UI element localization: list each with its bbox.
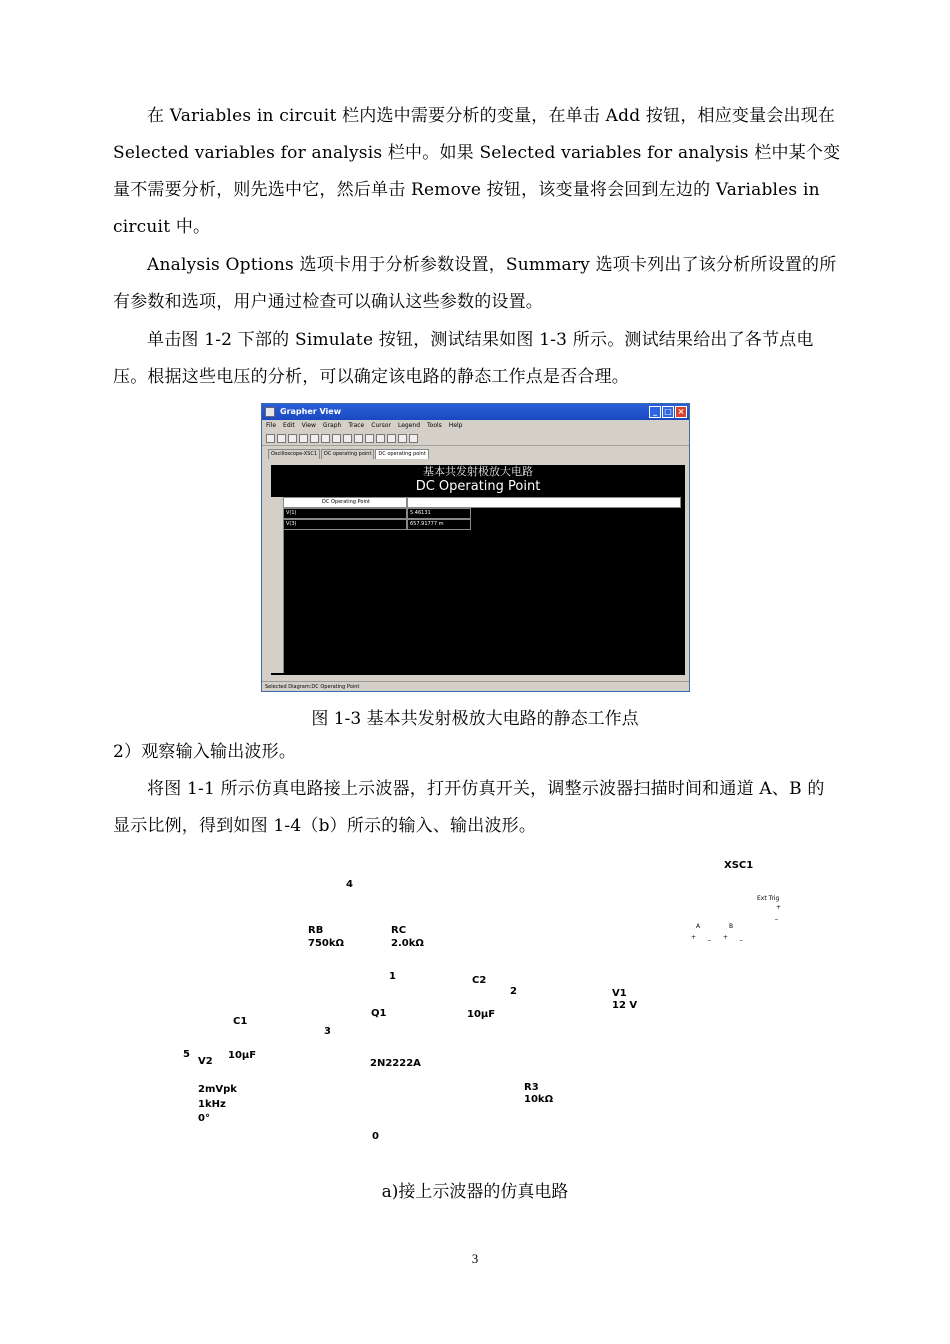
grid-icon[interactable]	[332, 434, 341, 443]
zoom-in-icon[interactable]	[365, 434, 374, 443]
save-icon[interactable]	[277, 434, 286, 443]
node-0-label: 0	[372, 1131, 379, 1142]
paragraph-analysis-options: Analysis Options 选项卡用于分析参数设置，Summary 选项卡列出了该分析所设置的所有参数和选项，用户通过检查可以确认这些参数的设置。	[113, 255, 837, 312]
menu-view[interactable]: View	[301, 422, 316, 429]
ext-trig-label: Ext Trig	[757, 895, 780, 902]
toolbar	[262, 432, 689, 446]
row-variable: V(1)	[283, 508, 407, 519]
page-number: 3	[471, 1251, 479, 1266]
figure-caption-1-4a: a)接上示波器的仿真电路	[381, 1182, 569, 1202]
status-bar: Selected Diagram:DC Operating Point	[262, 681, 689, 691]
row-value: 5.46131	[407, 508, 471, 519]
c2-name: C2	[472, 975, 487, 986]
tab-oscilloscope[interactable]: Oscilloscope-XSC1	[268, 449, 320, 459]
window-title: Grapher View	[280, 407, 342, 416]
app-icon	[265, 407, 275, 417]
tab-dc-operating-point-2[interactable]: DC operating point	[375, 449, 428, 459]
channel-terminals: + _ + _	[691, 934, 748, 941]
text-icon[interactable]	[398, 434, 407, 443]
v2-frequency: 1kHz	[198, 1099, 226, 1110]
table-header: DC Operating Point	[283, 497, 407, 508]
figure-caption-1-3: 图 1-3 基本共发射极放大电路的静态工作点	[311, 709, 639, 729]
menu-trace[interactable]: Trace	[348, 422, 365, 429]
r3-name: R3	[524, 1082, 539, 1093]
grapher-view-window	[261, 403, 690, 692]
section-title: 2）观察输入输出波形。	[113, 742, 297, 762]
table-row[interactable]	[271, 508, 681, 519]
menu-legend[interactable]: Legend	[397, 422, 421, 429]
menu-graph[interactable]: Graph	[322, 422, 342, 429]
rb-value: 750kΩ	[308, 938, 345, 949]
graph-canvas	[271, 465, 685, 675]
ext-trig-plus: +	[776, 904, 782, 911]
paragraph-simulate: 单击图 1-2 下部的 Simulate 按钮，测试结果如图 1-3 所示。测试结果给出了各节点电压。根据这些电压的分析，可以确定该电路的静态工作点是否合理。	[113, 330, 814, 387]
channel-b-label: B	[729, 923, 734, 930]
open-icon[interactable]	[266, 434, 275, 443]
node-1-label: 1	[389, 971, 396, 982]
menu-help[interactable]: Help	[448, 422, 463, 429]
menu-edit[interactable]: Edit	[283, 422, 295, 429]
node-5-label: 5	[183, 1049, 190, 1060]
paragraph-oscilloscope: 将图 1-1 所示仿真电路接上示波器，打开仿真开关，调整示波器扫描时间和通道 A、B 的显示比例，得到如图 1-4（b）所示的输入、输出波形。	[113, 779, 825, 836]
menu-file[interactable]: File	[266, 422, 277, 429]
undo-icon[interactable]	[288, 434, 297, 443]
rc-value: 2.0kΩ	[391, 938, 424, 949]
node-4-label: 4	[346, 879, 353, 890]
menu-cursor[interactable]: Cursor	[371, 422, 391, 429]
paste-icon[interactable]	[321, 434, 330, 443]
v2-name: V2	[198, 1056, 213, 1067]
row-value: 657.91777 m	[407, 519, 471, 530]
c1-name: C1	[233, 1016, 248, 1027]
tab-strip	[262, 448, 689, 459]
node-2-label: 2	[510, 986, 517, 997]
graph-title: 基本共发射极放大电路	[423, 465, 533, 478]
v2-phase: 0°	[198, 1113, 210, 1124]
v2-amplitude: 2mVpk	[198, 1084, 237, 1095]
legend-icon[interactable]	[343, 434, 352, 443]
maximize-icon[interactable]: □	[662, 406, 674, 418]
graph-subtitle: DC Operating Point	[415, 479, 541, 494]
q1-model: 2N2222A	[370, 1058, 421, 1069]
q1-name: Q1	[371, 1008, 387, 1019]
c1-value: 10µF	[228, 1050, 257, 1061]
c2-value: 10µF	[467, 1009, 496, 1020]
row-gutter	[271, 497, 284, 673]
channel-a-label: A	[696, 923, 701, 930]
close-icon[interactable]: ×	[675, 406, 687, 418]
r3-value: 10kΩ	[524, 1094, 554, 1105]
menu-tools[interactable]: Tools	[427, 422, 442, 429]
print-icon[interactable]	[409, 434, 418, 443]
cut-icon[interactable]	[299, 434, 308, 443]
table-row[interactable]	[271, 519, 681, 530]
v1-value: 12 V	[612, 1000, 638, 1011]
table-header-row	[271, 497, 681, 508]
minimize-icon[interactable]: _	[649, 406, 661, 418]
zoom-fit-icon[interactable]	[387, 434, 396, 443]
v1-name: V1	[612, 988, 627, 999]
ext-trig-minus: _	[775, 913, 778, 920]
xsc1-label: XSC1	[724, 860, 754, 871]
paragraph-variables: 在 Variables in circuit 栏内选中需要分析的变量，在单击 Add 按钮，相应变量会出现在 Selected variables for analysis 栏中。如果 Selected variables for analysis 栏中某个变量不需要分析，则先选中它，然后单击 Remove 按钮，该变量将会回到左边的 Variables in circuit 中。	[113, 106, 841, 237]
window-titlebar	[262, 404, 689, 420]
cursor-icon[interactable]	[354, 434, 363, 443]
menu-bar	[262, 420, 689, 432]
rb-name: RB	[308, 925, 324, 936]
table-header-value	[407, 497, 681, 508]
operating-point-table	[271, 497, 681, 530]
tab-dc-operating-point-1[interactable]: DC operating point	[321, 449, 374, 459]
node-3-label: 3	[324, 1026, 331, 1037]
copy-icon[interactable]	[310, 434, 319, 443]
rc-name: RC	[391, 925, 407, 936]
zoom-out-icon[interactable]	[376, 434, 385, 443]
row-variable: V(3)	[283, 519, 407, 530]
